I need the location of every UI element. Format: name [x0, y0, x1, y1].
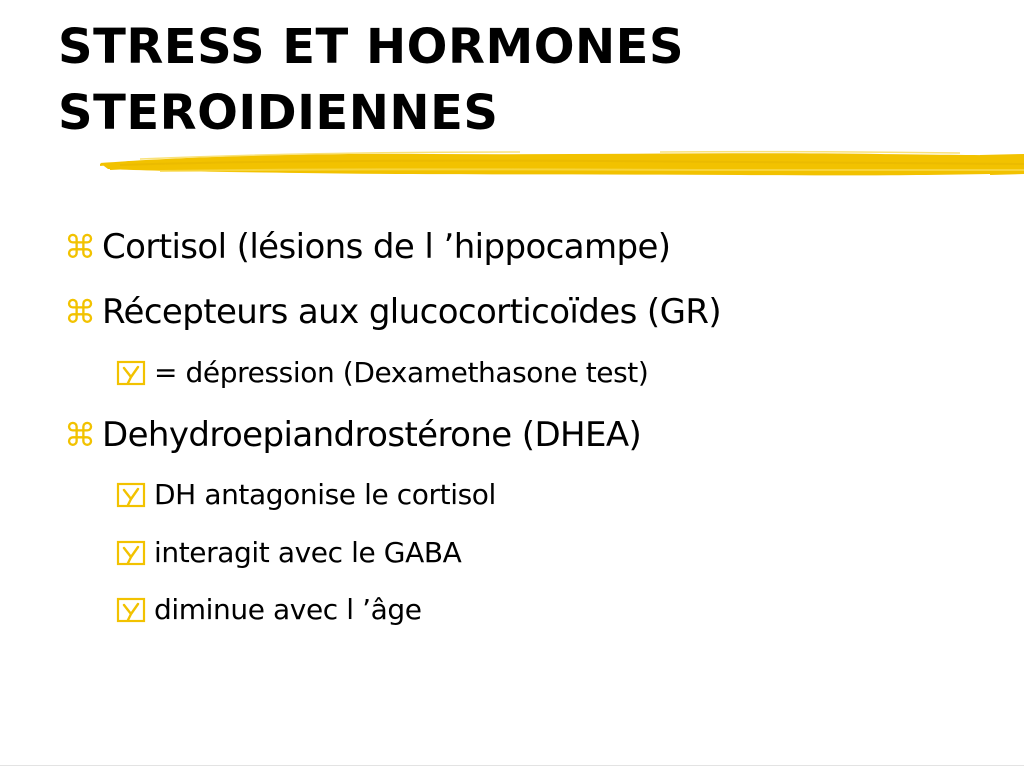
bullet-text: Cortisol (lésions de l ’hippocampe) [102, 227, 671, 267]
bullet-text: Récepteurs aux glucocorticoïdes (GR) [102, 292, 722, 332]
bullet-item-3 [116, 351, 648, 393]
bullet-text: Dehydroepiandrostérone (DHEA) [102, 415, 642, 455]
bullet-item-4 [64, 410, 641, 460]
bullet-text: diminue avec l ’âge [154, 592, 422, 626]
slide-title [58, 14, 998, 146]
checked-box-icon [116, 596, 146, 624]
bullet-text: interagit avec le GABA [154, 535, 462, 569]
bullet-item-7 [116, 588, 422, 630]
bullet-item-1 [64, 222, 670, 272]
checked-box-icon [116, 481, 146, 509]
bullet-item-6 [116, 531, 461, 573]
highlighter-stroke [100, 145, 1024, 189]
checked-box-icon [116, 359, 146, 387]
bullet-item-2 [64, 287, 721, 337]
checked-box-icon [116, 539, 146, 567]
command-key-icon: ⌘ [64, 228, 96, 266]
title-line-1: STRESS ET HORMONES [58, 19, 685, 75]
bullet-text: = dépression (Dexamethasone test) [154, 355, 649, 389]
bottom-rule [0, 765, 1024, 766]
bullet-text: DH antagonise le cortisol [154, 477, 496, 511]
command-key-icon: ⌘ [64, 416, 96, 454]
command-key-icon: ⌘ [64, 293, 96, 331]
bullet-item-5 [116, 473, 496, 515]
title-line-2: STEROIDIENNES [58, 85, 499, 141]
